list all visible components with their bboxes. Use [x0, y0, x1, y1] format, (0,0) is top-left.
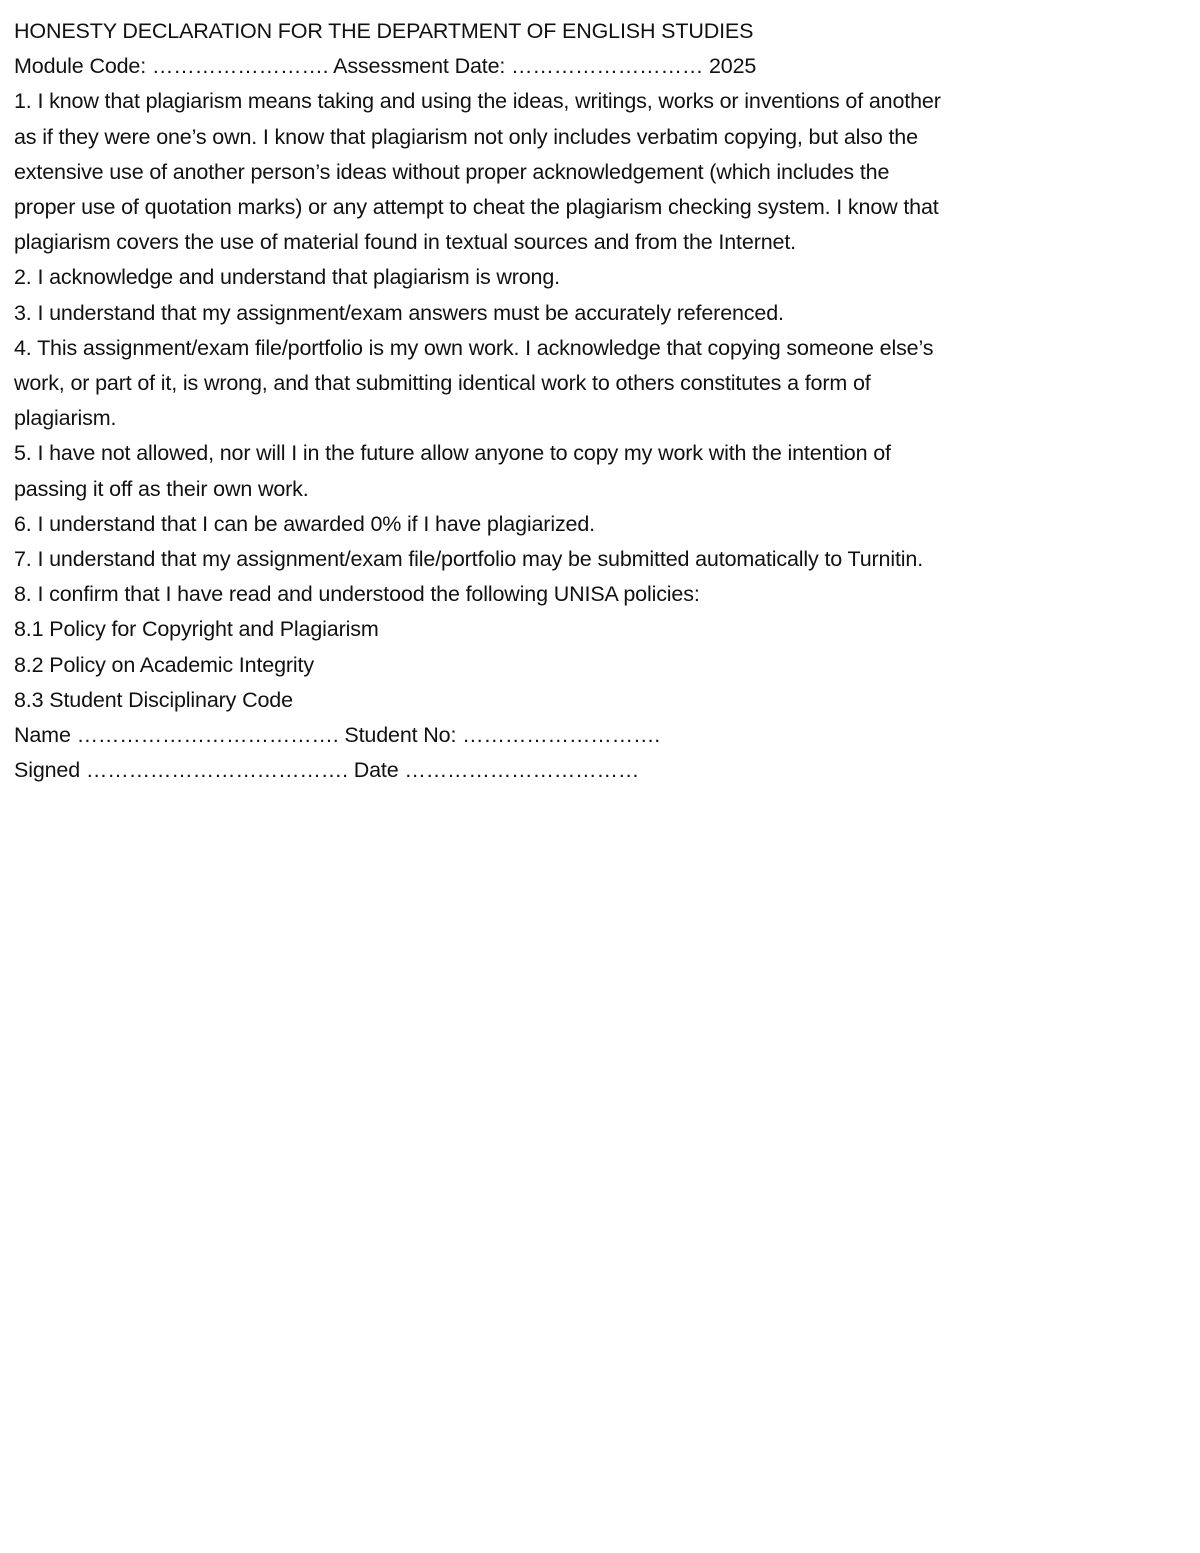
declaration-item-5: 5. I have not allowed, nor will I in the future allow anyone to copy my work with the intention of passing it off as their own work.	[14, 441, 891, 501]
declaration-item-6: 6. I understand that I can be awarded 0% if I have plagiarized.	[14, 511, 595, 536]
name-student-no-line: Name ………………………………. Student No: ……………………….	[14, 723, 661, 748]
policy-item: 8.2 Policy on Academic Integrity	[14, 652, 314, 677]
declaration-page	[14, 14, 944, 788]
document-title: HONESTY DECLARATION FOR THE DEPARTMENT OF ENGLISH STUDIES	[14, 19, 754, 43]
declaration-item-8: 8. I confirm that I have read and understood the following UNISA policies:	[14, 582, 700, 607]
declaration-item-4: 4. This assignment/exam file/portfolio is my own work. I acknowledge that copying someone else’s work, or part of it, is wrong, and that submitting identical work to others constitutes a form of plagiarism.	[14, 335, 934, 431]
declaration-item-3: 3. I understand that my assignment/exam answers must be accurately referenced.	[14, 300, 784, 325]
declaration-item-1: 1. I know that plagiarism means taking and using the ideas, writings, works or inventions of another as if they were one’s own. I know that plagiarism not only includes verbatim copying, but also the extensive use of another person’s ideas without proper acknowledgement (which includes the proper use of quotation marks) or any attempt to cheat the plagiarism checking system. I know that plagiarism covers the use of material found in textual sources and from the Internet.	[14, 89, 941, 255]
declaration-item-7: 7. I understand that my assignment/exam file/portfolio may be submitted automatically to Turnitin.	[14, 547, 924, 572]
policy-item: 8.3 Student Disciplinary Code	[14, 687, 293, 712]
module-code-line: Module Code: ……………………. Assessment Date: ……………………… 2025	[14, 54, 757, 79]
declaration-item-2: 2. I acknowledge and understand that plagiarism is wrong.	[14, 265, 560, 290]
signed-date-line: Signed ………………………………. Date ……………………………	[14, 758, 640, 783]
policy-item: 8.1 Policy for Copyright and Plagiarism	[14, 617, 379, 642]
